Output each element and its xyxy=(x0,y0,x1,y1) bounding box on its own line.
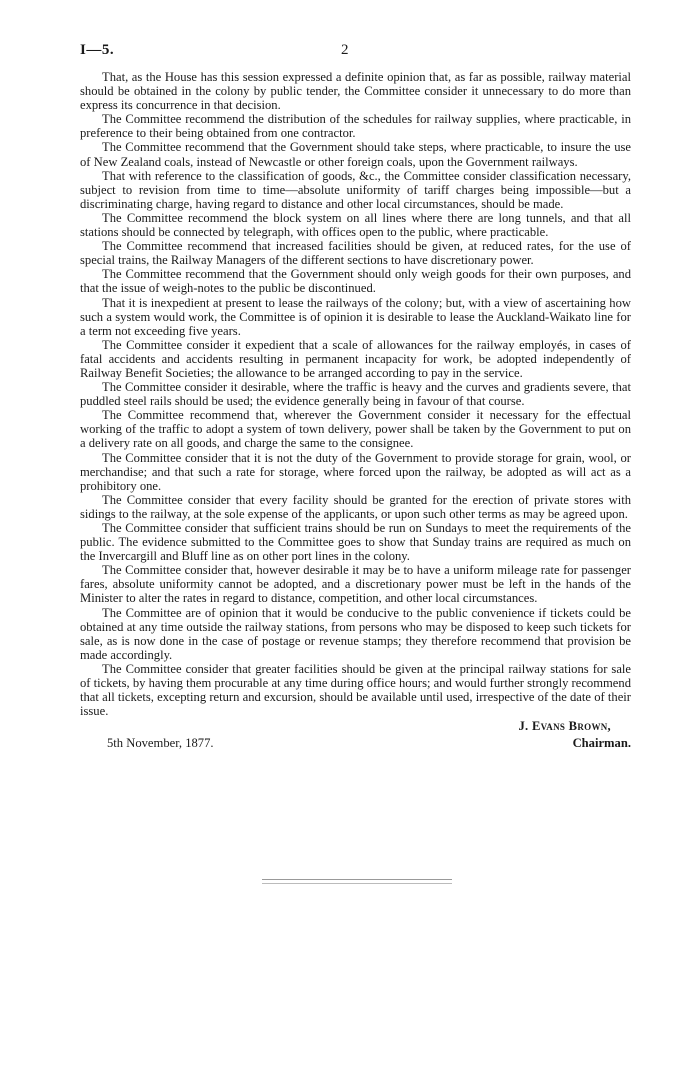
document-reference: I—5. xyxy=(80,42,115,58)
paragraph: The Committee consider it expedient that a scale of allowances for the railway employés, in cases of fatal accidents and accidents resulting in permanent incapacity for work, be adopted independently of Railway Benefit Societies; the allowance to be arranged according to pay in the service. xyxy=(80,337,631,380)
paragraph: That it is inexpedient at present to lease the railways of the colony; but, with a view of ascertaining how such a system would work, the Committee is of opinion it is desirable to lease the Auckland-Waikato line for a term not exceeding five years. xyxy=(80,295,631,338)
signatory-name: J. Evans Brown, xyxy=(518,719,611,734)
paragraph: The Committee consider that, however desirable it may be to have a uniform mileage rate for passenger fares, absolute uniformity cannot be adopted, and a discretionary power must be left in the hands of the Minister to alter the rates in regard to distance, competition, and other local circumstances. xyxy=(80,563,631,606)
signature-block xyxy=(80,719,631,755)
paragraph: The Committee recommend that the Government should only weigh goods for their own purposes, and that the issue of weigh-notes to the public be discontinued. xyxy=(80,267,631,296)
paragraph: That with reference to the classification of goods, &c., the Committee consider classification necessary, subject to revision from time to time—absolute uniformity of tariff charges being impossible—but a discriminating charge, having regard to distance and other local circumstances, should be made. xyxy=(80,168,631,211)
paragraph: The Committee recommend that, wherever the Government consider it necessary for the effectual working of the traffic to adopt a system of town delivery, power shall be taken by the Government to put on a delivery rate on all goods, and charge the same to the consignee. xyxy=(80,408,631,451)
paragraph: That, as the House has this session expressed a definite opinion that, as far as possible, railway material should be obtained in the colony by public tender, the Committee consider it unnecessary to do more than express its concurrence in that decision. xyxy=(80,70,631,113)
paragraph: The Committee consider it desirable, where the traffic is heavy and the curves and gradients severe, that puddled steel rails should be used; the evidence generally being in favour of that course. xyxy=(80,380,631,409)
paragraph: The Committee consider that every facility should be granted for the erection of private stores with sidings to the railway, at the sole expense of the applicants, or upon such other terms as may be agreed upon. xyxy=(80,492,631,521)
page-number: 2 xyxy=(341,42,349,58)
page-header xyxy=(80,40,631,70)
signatory-title: Chairman. xyxy=(572,736,631,751)
signature-date: 5th November, 1877. xyxy=(107,736,214,751)
paragraph: The Committee are of opinion that it would be conducive to the public convenience if tickets could be obtained at any time outside the railway stations, from persons who may be disposed to keep such tickets for sale, as is now done in the case of postage or revenue stamps; they therefore recommend that provision be made accordingly. xyxy=(80,605,631,662)
paragraph: The Committee consider that greater facilities should be given at the principal railway stations for sale of tickets, by having them procurable at any time during office hours; and would further strongly recommend that all tickets, excepting return and excursion, should be available until used, irrespective of the date of their issue. xyxy=(80,661,631,719)
document-page xyxy=(80,40,631,755)
paragraph: The Committee consider that it is not the duty of the Government to provide storage for grain, wool, or merchandise; and that such a rate for storage, where forced upon the railway, be adopted as will act as a prohibitory one. xyxy=(80,450,631,493)
paragraph: The Committee recommend that the Government should take steps, where practicable, to insure the use of New Zealand coals, instead of Newcastle or other foreign coals, upon the Government railways. xyxy=(80,140,631,169)
paragraph: The Committee recommend the distribution of the schedules for railway supplies, where practicable, in preference to their being obtained from one contractor. xyxy=(80,112,631,141)
paragraph: The Committee recommend the block system on all lines where there are long tunnels, and that all stations should be connected by telegraph, with offices open to the public, where practicable. xyxy=(80,210,631,240)
paragraph: The Committee consider that sufficient trains should be run on Sundays to meet the requirements of the public. The evidence submitted to the Committee goes to show that Sunday trains are required as much on the Invercargill and Bluff line as on other port lines in the colony. xyxy=(80,521,631,564)
report-body xyxy=(80,70,631,718)
paragraph: The Committee recommend that increased facilities should be given, at reduced rates, for the use of special trains, the Railway Managers of the different sections to have discretionary power. xyxy=(80,239,631,268)
closing-rule xyxy=(262,879,452,884)
